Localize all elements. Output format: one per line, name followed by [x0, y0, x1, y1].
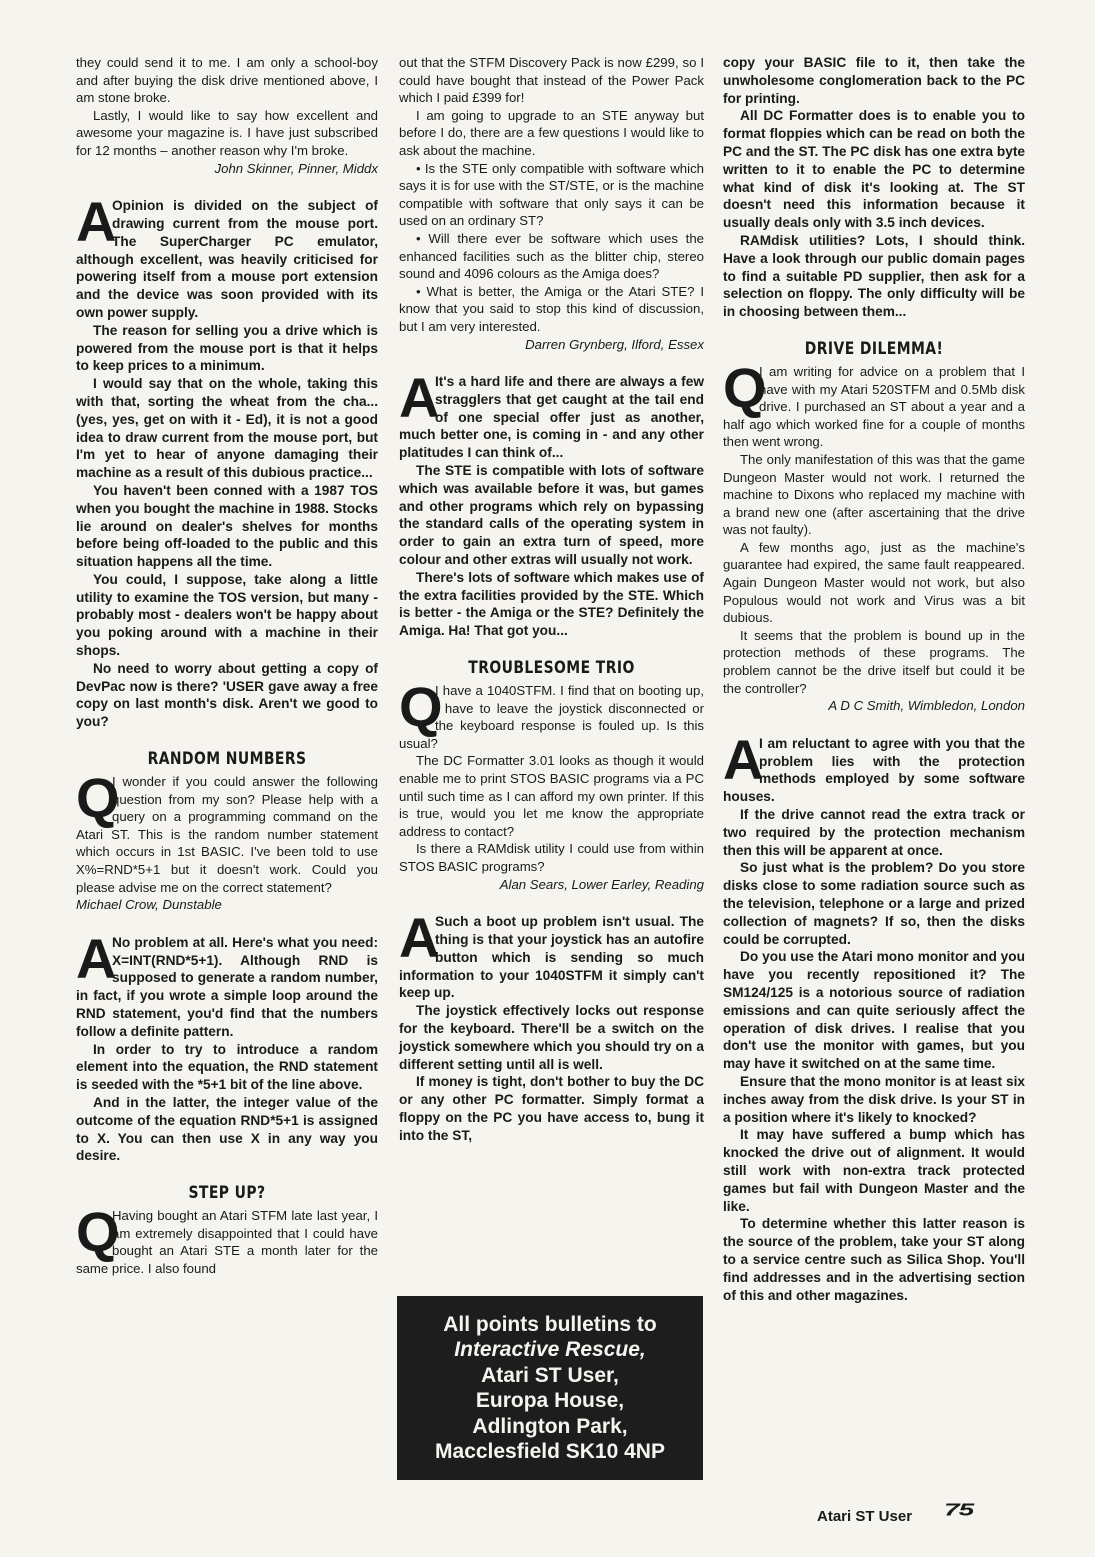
paragraph: It may have suffered a bump which has knocked the drive out of alignment. It would still work with non-extra track protected games but fail with Dungeon Master and the like.: [723, 1127, 1025, 1214]
question-dropcap: Q: [399, 675, 443, 739]
paragraph: If the drive cannot read the extra track or two required by the protection mechanism then this will be apparent at once.: [723, 807, 1025, 858]
paragraph: Opinion is divided on the subject of drawing current from the mouse port. The SuperCharger PC emulator, although excellent, was heavily criticised for powering itself from a mouse port extension and the device was soon provided with its own power supply.: [76, 198, 378, 320]
paragraph: I wonder if you could answer the following question from my son? Please help with a query on a programming command on the Atari ST. This is the random number statement which occurs in 1st BASIC. I've been told to use X%=RND*5+1 but it doesn't work. Could you please advise me on the correct statement?: [76, 774, 378, 895]
letter-signature: Michael Crow, Dunstable: [76, 897, 222, 913]
section-heading: RANDOM NUMBERS: [147, 749, 307, 770]
address-line: Macclesfield SK10 4NP: [435, 1440, 665, 1463]
question-block: [399, 675, 704, 876]
paragraph: RAMdisk utilities? Lots, I should think. Have a look through our public domain pages to find a suitable PD supplier, then ask for a selection on floppy. The only difficulty will be in choosing between them...: [723, 232, 1025, 320]
paragraph: Ensure that the mono monitor is at least six inches away from the disk drive. Is your ST in a position where it's likely to knocked?: [723, 1073, 1025, 1125]
bullet-paragraph: • Will there ever be software which uses the enhanced facilities such as the blitter chip, stereo sound and 4096 colours as the Amiga does?: [399, 230, 704, 282]
question-dropcap: Q: [76, 1200, 120, 1264]
paragraph: copy your BASIC file to it, then take the unwholesome conglomeration back to the PC for printing.: [723, 55, 1025, 106]
paragraph: out that the STFM Discovery Pack is now £299, so I could have bought that instead of the Power Pack which I paid £399 for!: [399, 55, 704, 106]
answer-dropcap: A: [76, 190, 117, 254]
address-line: Interactive Rescue,: [454, 1338, 646, 1361]
answer-block: [723, 727, 1025, 1305]
answer-dropcap: A: [76, 926, 117, 990]
answer-block: [76, 190, 378, 731]
paragraph: No problem at all. Here's what you need: X=INT(RND*5+1). Although RND is supposed to generate a random number, in fact, if you wrote a simple loop around the RND statement, you'd find that the numbers follow a definite pattern.: [76, 934, 378, 1039]
letter-signature: A D C Smith, Wimbledon, London: [828, 698, 1025, 714]
paragraph: There's lots of software which makes use of the extra facilities provided by the STE. Which is better - the Amiga or the STE? Definitely the Amiga. Ha! That got you...: [399, 569, 704, 639]
section-heading: TROUBLESOME TRIO: [468, 658, 635, 679]
question-block: [76, 1200, 378, 1277]
paragraph: Is there a RAMdisk utility I could use from within STOS BASIC programs?: [399, 841, 704, 874]
page-number: 75: [944, 1500, 974, 1520]
paragraph: In order to try to introduce a random element into the equation, the RND statement is seeded with the *5+1 bit of the line above.: [76, 1041, 378, 1093]
paragraph: You haven't been conned with a 1987 TOS when you bought the machine in 1988. Stocks lie around on dealer's shelves for months before being off-loaded to the public and this situation happens all the time.: [76, 482, 378, 570]
answer-dropcap: A: [723, 727, 764, 791]
paragraph: A few months ago, just as the machine's guarantee had expired, the same fault reappeared. Again Dungeon Master would not work, but also Populous would not work and Virus was a bit dubious.: [723, 539, 1025, 626]
column-3: [723, 54, 1025, 1304]
paragraph: If money is tight, don't bother to buy the DC or any other PC formatter. Simply format a floppy on the PC you have access to, bung it into the ST,: [399, 1074, 704, 1143]
paragraph: I have a 1040STFM. I find that on booting up, I have to leave the joystick disconnected or the keyboard response is fouled up. Is this usual?: [399, 683, 704, 751]
paragraph: It's a hard life and there are always a few stragglers that get caught at the tail end of one special offer just as another, much better one, is coming in - and any other platitudes I can think of...: [399, 374, 704, 461]
section-heading: DRIVE DILEMMA!: [804, 338, 944, 359]
address-line: Adlington Park,: [472, 1414, 628, 1438]
paragraph: Such a boot up problem isn't usual. The thing is that your joystick has an autofire button which is sending so much information to your 1040STFM it simply can't keep up.: [399, 914, 704, 1001]
answer-block: [399, 906, 704, 1144]
paragraph: I am writing for advice on a problem that I have with my Atari 520STFM and 0.5Mb disk drive. I purchased an ST about a year and a half ago which worked fine for a couple of months then went wrong.: [723, 363, 1025, 450]
paragraph: I am going to upgrade to an STE anyway but before I do, there are a few questions I would like to ask about the machine.: [399, 107, 704, 158]
paragraph: So just what is the problem? Do you store disks close to some radiation source such as the television, telephone or a large and prized collection of magnets? If so, then the disks could be corrupted.: [723, 860, 1025, 947]
column-1: [76, 54, 378, 1278]
bullet-paragraph: • Is the STE only compatible with software which says it is for use with the ST/STE, or is the machine compatible with software that only says it can be used on an ordinary ST?: [399, 160, 704, 229]
address-line: Europa House,: [475, 1389, 625, 1412]
paragraph: You could, I suppose, take along a little utility to examine the TOS version, but many - probably most - dealers won't be happy about you poking around with a machine in their shops.: [76, 571, 378, 659]
paragraph: Lastly, I would like to say how excellent and awesome your magazine is. I have just subscribed for 12 months – another reason why I'm broke.: [76, 107, 378, 158]
letter-signature: Alan Sears, Lower Earley, Reading: [499, 876, 704, 892]
answer-dropcap: A: [399, 906, 440, 970]
letter-signature: Darren Grynberg, Ilford, Essex: [525, 336, 704, 352]
paragraph: I am reluctant to agree with you that the problem lies with the protection methods employed by some software houses.: [723, 735, 1025, 805]
paragraph: Having bought an Atari STFM late last year, I am extremely disappointed that I could have bought an Atari STE a month later for the same price. I also found: [76, 1208, 378, 1276]
magazine-name: Atari ST User: [817, 1508, 913, 1525]
paragraph: To determine whether this latter reason is the source of the problem, take your ST along to a service centre such as Silica Shop. You'll find addresses and in the advertising section of this and other magazines.: [723, 1216, 1025, 1303]
paragraph: The DC Formatter 3.01 looks as though it would enable me to print STOS BASIC programs via a PC until such time as I can afford my own printer. If this is true, would you let me know the appropriate address to contact?: [399, 753, 704, 839]
letter-intro: [76, 54, 378, 160]
paragraph: The STE is compatible with lots of software which was available before it was, but games and other programs which rely on bypassing the standard calls of the operating system in order to gain an extra turn of speed, more colour and other extras will usually not work.: [399, 463, 704, 568]
paragraph: they could send it to me. I am only a school-boy and after buying the disk drive mentioned above, I am stone broke.: [76, 55, 378, 106]
question-dropcap: Q: [723, 355, 767, 419]
paragraph: No need to worry about getting a copy of DevPac now is there? 'USER gave away a free copy on last month's disk. Aren't we good to you?: [76, 660, 378, 730]
paragraph: It seems that the problem is bound up in the protection methods of these programs. The problem cannot be the drive itself but could it be the controller?: [723, 627, 1025, 696]
address-line: All points bulletins to: [443, 1312, 657, 1336]
paragraph: The only manifestation of this was that the game Dungeon Master would not work. I returned the machine to Dixons who replaced my machine with a brand new one (after ascertaining that the drive was not faulty).: [723, 451, 1025, 538]
section-heading: STEP UP?: [188, 1183, 266, 1204]
answer-dropcap: A: [399, 366, 440, 430]
answer-block: [399, 366, 704, 640]
paragraph: All DC Formatter does is to enable you to format floppies which can be read on both the PC and the ST. The PC disk has one extra byte written to it to enable the PC to determine what kind of disk it's looking at. The ST doesn't need this information because it usually deals only with 3.5 inch devices.: [723, 108, 1025, 231]
paragraph: The joystick effectively locks out response for the keyboard. There'll be a switch on the joystick somewhere which you should try on a different setting until all is well.: [399, 1003, 704, 1072]
paragraph: Do you use the Atari mono monitor and you have you recently repositioned it? The SM124/125 is a notorious source of radiation emissions and can quite seriously affect the operation of disk drives. I realise that you don't use the monitor with games, but you may have it switched on at the same time.: [723, 949, 1025, 1072]
paragraph: And in the latter, the integer value of the outcome of the equation RND*5+1 is assigned to X. You can then use X in any way you desire.: [76, 1094, 378, 1164]
answer-continued: [723, 54, 1025, 321]
answer-block: [76, 926, 378, 1165]
bullet-paragraph: • What is better, the Amiga or the Atari STE? I know that you said to stop this kind of discussion, but I am very interested.: [399, 283, 704, 334]
paragraph: I would say that on the whole, taking this with that, sorting the wheat from the cha...(yes, yes, get on with it - Ed), it is not a good idea to draw current from the mouse port, but I'm yet to hear of anyone damaging their machine as a result of this dubious practice...: [76, 376, 378, 481]
paragraph: The reason for selling you a drive which is powered from the mouse port is that it helps to keep prices to a minimum.: [76, 322, 378, 374]
address-box: [397, 1296, 703, 1480]
question-dropcap: Q: [76, 766, 120, 830]
column-2: [399, 54, 704, 1145]
question-block: [76, 766, 378, 896]
address-line: Atari ST User,: [481, 1363, 619, 1387]
letter-continued: [399, 54, 704, 336]
letter-signature: John Skinner, Pinner, Middx: [214, 160, 378, 176]
question-block: [723, 355, 1025, 697]
